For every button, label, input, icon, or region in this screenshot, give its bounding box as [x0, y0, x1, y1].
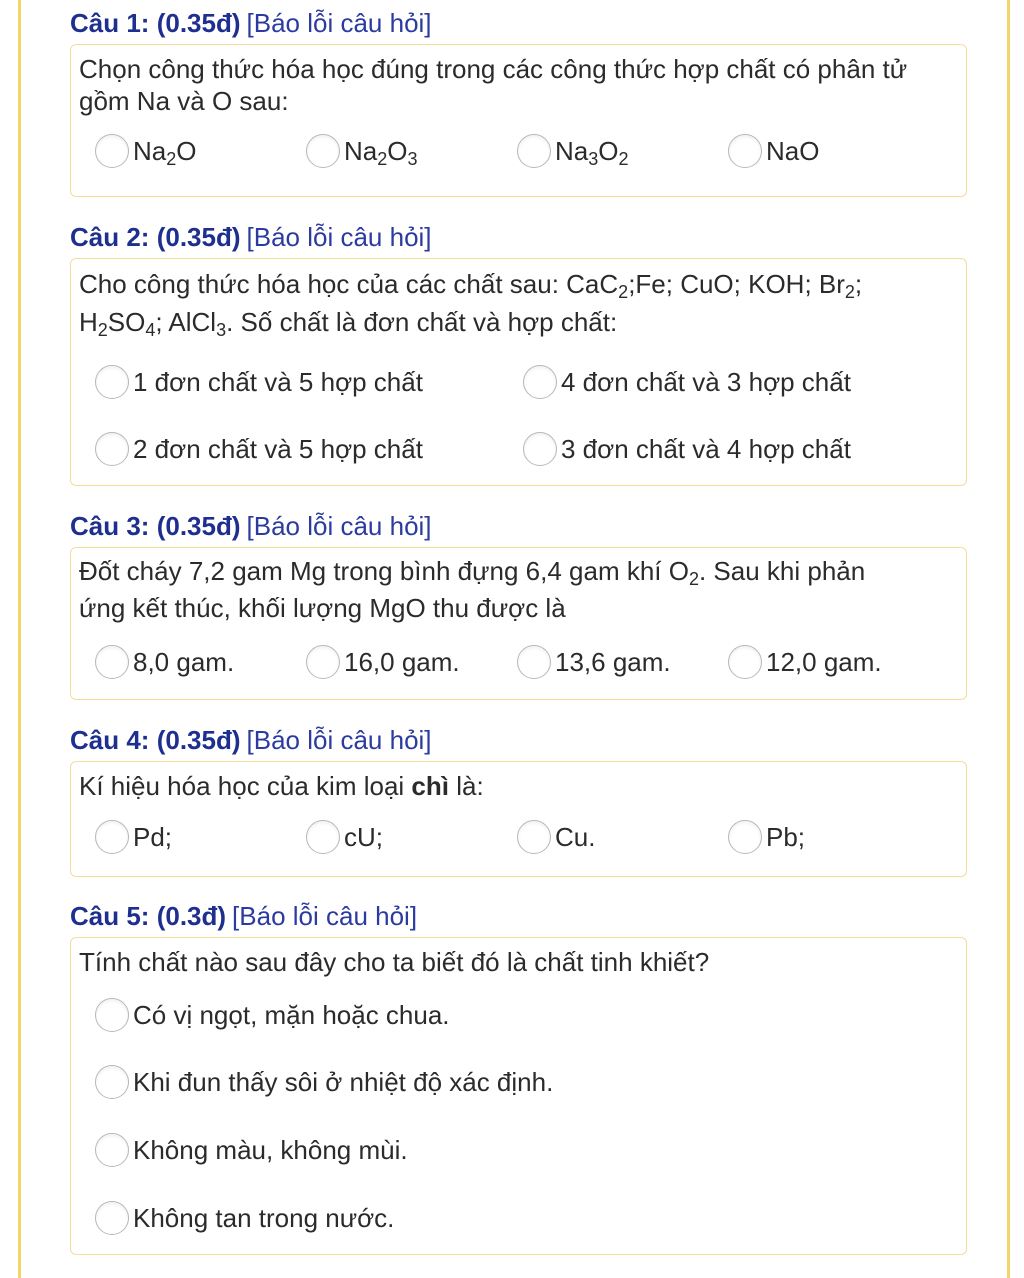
answer-option[interactable] [728, 642, 882, 682]
radio-button[interactable] [95, 1133, 129, 1167]
option-label: Không màu, không mùi. [133, 1134, 408, 1165]
option-label: 4 đơn chất và 3 hợp chất [561, 366, 851, 397]
answer-option[interactable] [517, 817, 595, 857]
radio-button[interactable] [728, 645, 762, 679]
option-label: Pb; [766, 821, 806, 852]
radio-button[interactable] [95, 1201, 129, 1235]
answer-option[interactable] [95, 995, 450, 1035]
radio-button[interactable] [306, 645, 340, 679]
radio-button[interactable] [517, 820, 551, 854]
question-number: Câu 5: (0.3đ) [70, 901, 227, 931]
question-header [70, 6, 432, 40]
option-label: $Na_2O$ [133, 135, 197, 169]
option-label: $Na_3O_2$ [555, 135, 629, 169]
question-header [70, 899, 417, 933]
answer-option[interactable] [95, 1130, 408, 1170]
question-number: Câu 3: (0.35đ) [70, 511, 241, 541]
question-box [70, 937, 967, 1255]
option-label: 3 đơn chất và 4 hợp chất [561, 433, 851, 464]
frame-border-right [1007, 0, 1010, 1278]
radio-button[interactable] [728, 820, 762, 854]
option-label: $Na_2O_3$ [344, 135, 418, 169]
report-error-link[interactable]: [Báo lỗi câu hỏi] [246, 725, 432, 755]
radio-button[interactable] [95, 1065, 129, 1099]
answer-option[interactable] [517, 131, 629, 171]
answer-option[interactable] [95, 429, 423, 469]
option-label: 12,0 gam. [766, 646, 882, 677]
answer-option[interactable] [306, 131, 418, 171]
question-box [70, 761, 967, 877]
answer-option[interactable] [306, 642, 460, 682]
radio-button[interactable] [95, 998, 129, 1032]
option-label: Có vị ngọt, mặn hoặc chua. [133, 999, 450, 1030]
radio-button[interactable] [306, 134, 340, 168]
answer-option[interactable] [306, 817, 383, 857]
answer-option[interactable] [95, 642, 234, 682]
option-label: 1 đơn chất và 5 hợp chất [133, 366, 423, 397]
question-number: Câu 4: (0.35đ) [70, 725, 241, 755]
radio-button[interactable] [95, 134, 129, 168]
answer-option[interactable] [728, 817, 805, 857]
answer-option[interactable] [728, 131, 819, 171]
question-text: Kí hiệu hóa học của kim loại chì là: [79, 771, 484, 801]
report-error-link[interactable]: [Báo lỗi câu hỏi] [246, 511, 432, 541]
option-label: 2 đơn chất và 5 hợp chất [133, 433, 423, 464]
question-text: Cho công thức hóa học của các chất sau: CaC$_2$;Fe; CuO; KOH; $Br_2$; $H_2SO_4$; AlCl$_3$. Số chất là đơn chất và hợp chất: [79, 269, 863, 340]
question-text: Tính chất nào sau đây cho ta biết đó là chất tinh khiết? [79, 947, 710, 977]
option-label: NaO [766, 135, 820, 166]
answer-option[interactable] [523, 429, 851, 469]
radio-button[interactable] [517, 134, 551, 168]
radio-button[interactable] [95, 432, 129, 466]
question-number: Câu 2: (0.35đ) [70, 222, 241, 252]
report-error-link[interactable]: [Báo lỗi câu hỏi] [246, 222, 432, 252]
question-box [70, 547, 967, 700]
option-label: Pd; [133, 821, 173, 852]
option-label: 8,0 gam. [133, 646, 235, 677]
radio-button[interactable] [523, 432, 557, 466]
radio-button[interactable] [95, 365, 129, 399]
answer-option[interactable] [95, 817, 172, 857]
radio-button[interactable] [523, 365, 557, 399]
option-label: 16,0 gam. [344, 646, 460, 677]
answer-option[interactable] [95, 1198, 394, 1238]
answer-option[interactable] [95, 131, 197, 171]
answer-option[interactable] [523, 362, 851, 402]
option-label: cU; [344, 821, 383, 852]
option-label: Khi đun thấy sôi ở nhiệt độ xác định. [133, 1066, 554, 1097]
question-header [70, 509, 432, 543]
report-error-link[interactable]: [Báo lỗi câu hỏi] [232, 901, 418, 931]
answer-option[interactable] [517, 642, 671, 682]
answer-option[interactable] [95, 1062, 553, 1102]
radio-button[interactable] [517, 645, 551, 679]
radio-button[interactable] [95, 645, 129, 679]
report-error-link[interactable]: [Báo lỗi câu hỏi] [246, 8, 432, 38]
answer-option[interactable] [95, 362, 423, 402]
option-label: Cu. [555, 821, 596, 852]
radio-button[interactable] [95, 820, 129, 854]
question-box [70, 44, 967, 197]
radio-button[interactable] [306, 820, 340, 854]
question-header [70, 723, 432, 757]
option-label: Không tan trong nước. [133, 1202, 395, 1233]
frame-border-left [18, 0, 21, 1278]
radio-button[interactable] [728, 134, 762, 168]
question-text: Chọn công thức hóa học đúng trong các công thức hợp chất có phân tử gồm Na và O sau: [79, 54, 908, 116]
question-header [70, 220, 432, 254]
question-box [70, 258, 967, 486]
option-label: 13,6 gam. [555, 646, 671, 677]
question-text: Đốt cháy 7,2 gam Mg trong bình đựng 6,4 gam khí $O_2$. Sau khi phản ứng kết thúc, khối lượng MgO thu được là [79, 556, 866, 623]
question-number: Câu 1: (0.35đ) [70, 8, 241, 38]
